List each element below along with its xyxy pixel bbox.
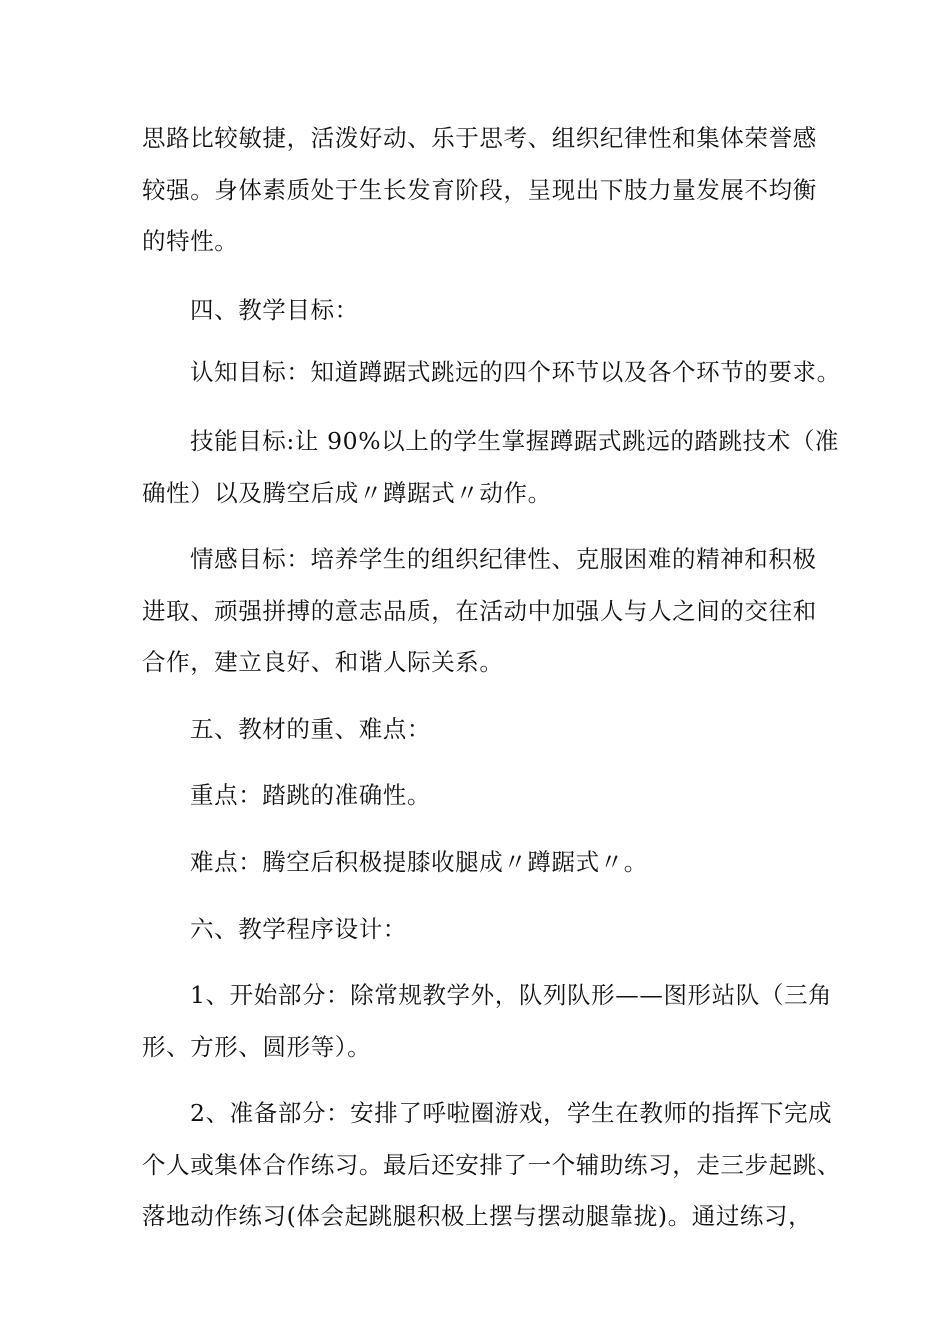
section-heading: 五、教材的重、难点：: [190, 715, 431, 743]
section-heading: 六、教学程序设计：: [190, 915, 407, 943]
section-heading: 四、教学目标：: [190, 296, 359, 324]
text-line: 形、方形、圆形等）。: [142, 1033, 372, 1061]
text-line: 技能目标:让 90%以上的学生掌握蹲踞式跳远的踏跳技术（准: [190, 427, 840, 455]
text-line: 个人或集体合作练习。最后还安排了一个辅助练习，走三步起跳、: [142, 1151, 841, 1179]
text-line: 2、准备部分：安排了呼啦圈游戏，学生在教师的指挥下完成: [190, 1099, 833, 1127]
text-line: 确性）以及腾空后成〃蹲踞式〃动作。: [142, 479, 552, 507]
text-line: 的特性。: [142, 227, 239, 255]
text-line: 情感目标：培养学生的组织纪律性、克服困难的精神和积极: [190, 545, 817, 573]
text-line: 较强。身体素质处于生长发育阶段，呈现出下肢力量发展不均衡: [142, 176, 817, 204]
text-line: 思路比较敏捷，活泼好动、乐于思考、组织纪律性和集体荣誉感: [142, 124, 817, 152]
text-line: 落地动作练习(体会起跳腿积极上摆与摆动腿靠拢)。通过练习，: [142, 1202, 813, 1230]
text-line: 1、开始部分：除常规教学外，队列队形——图形站队（三角: [190, 981, 833, 1009]
text-line: 难点：腾空后积极提膝收腿成〃蹲踞式〃。: [190, 848, 648, 876]
text-line: 合作，建立良好、和谐人际关系。: [142, 648, 504, 676]
text-line: 认知目标：知道蹲踞式跳远的四个环节以及各个环节的要求。: [190, 358, 841, 386]
text-line: 进取、顽强拼搏的意志品质，在活动中加强人与人之间的交往和: [142, 597, 817, 625]
text-line: 重点：踏跳的准确性。: [190, 781, 431, 809]
